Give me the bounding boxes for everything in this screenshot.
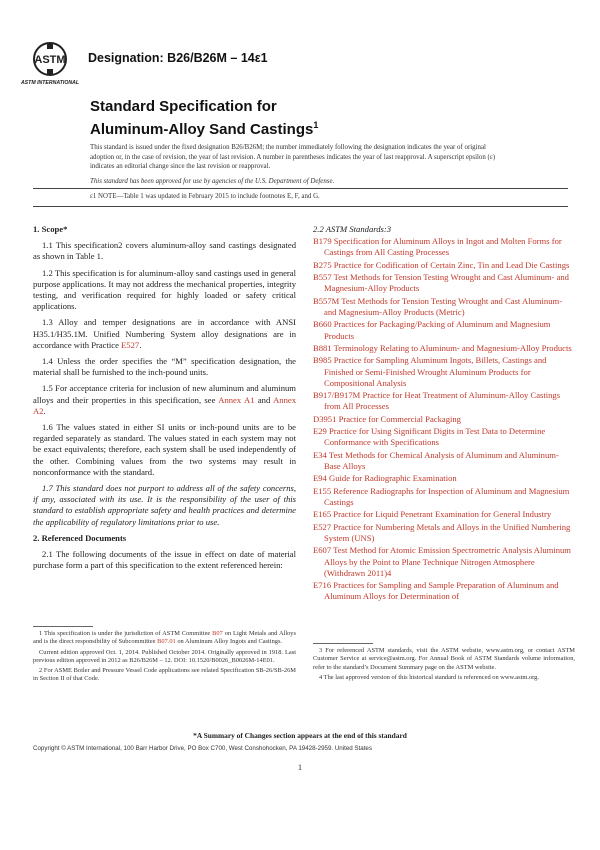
astm-standard-item[interactable] — [313, 355, 575, 389]
footnote-divider-left — [33, 626, 93, 627]
preface-text: This standard is issued under the fixed designation B26/B26M; the number immediately following the designation indicates the year of original adoption or, in the case of revision, the year of last revision. A number in parentheses indicates the year of last reapproval. A superscript epsilon (ε) indicates an editorial change since the last revision or reapproval. — [90, 144, 496, 170]
link-e527[interactable]: E527 — [121, 339, 140, 350]
standard-code-link[interactable]: B881 — [313, 342, 332, 353]
standard-code-link[interactable]: E34 — [313, 449, 327, 460]
standard-title: Guide for Radiographic Examination — [329, 473, 457, 484]
standard-title: Practice for Using Significant Digits in Test Data to Determine Conformance with Specifications — [324, 426, 546, 448]
para-1-6: 1.6 The values stated in either SI units or inch-pound units are to be regarded separately as standard. The values stated in each system may not be exact equivalents; therefore, each system shall be used independently of the other. Combining values from the two systems may result in nonconformance with the standard. — [33, 422, 296, 477]
para-2-1: 2.1 The following documents of the issue in effect on date of material purchase form a part of this specification to the extent referenced herein: — [33, 549, 296, 571]
footnote-4: 4 The last approved version of this historical standard is referenced on www.astm.org. — [319, 673, 539, 681]
svg-text:ASTM: ASTM — [34, 54, 66, 66]
astm-standard-item[interactable] — [313, 522, 575, 544]
standard-title: Reference Radiographs for Inspection of Aluminum and Magnesium Castings — [324, 485, 570, 507]
footnotes-left — [33, 630, 296, 686]
astm-logo — [20, 40, 82, 86]
para-1-4: 1.4 Unless the order specifies the “M” specification designation, the material shall be furnished to the inch-pound units. — [33, 356, 296, 378]
svg-text:ASTM INTERNATIONAL: ASTM INTERNATIONAL — [20, 80, 80, 86]
standard-title: Test Method for Atomic Emission Spectrometric Analysis Aluminum Alloys by the Point to Plane Technique Nitrogen Atmosphere (Withdrawn 2011)4 — [324, 545, 571, 578]
standard-title: Practice for Heat Treatment of Aluminum-Alloy Castings from All Processes — [324, 390, 561, 412]
astm-standard-item[interactable] — [313, 272, 575, 294]
epsilon-note: ε1 NOTE—Table 1 was updated in February 2015 to include footnotes E, F, and G. — [90, 193, 320, 200]
astm-standard-item[interactable] — [313, 236, 575, 258]
astm-standard-item[interactable] — [313, 509, 575, 520]
astm-standard-item[interactable] — [313, 390, 575, 412]
astm-standard-item[interactable] — [313, 414, 575, 425]
standard-code-link[interactable]: E607 — [313, 545, 332, 556]
standard-title: Terminology Relating to Aluminum- and Magnesium-Alloy Products — [333, 342, 572, 353]
astm-standard-item[interactable] — [313, 260, 575, 271]
para-1-7: 1.7 This standard does not purport to address all of the safety concerns, if any, associated with its use. It is the responsibility of the user of this standard to establish appropriate safety and health practices and determine the applicability of regulatory limitations prior to use. — [33, 483, 296, 527]
astm-standard-item[interactable] — [313, 580, 575, 602]
standard-code-link[interactable]: E155 — [313, 485, 332, 496]
footnote-divider-right — [313, 643, 373, 644]
astm-standard-item[interactable] — [313, 319, 575, 341]
footnotes-right — [313, 647, 575, 684]
standard-code-link[interactable]: E29 — [313, 426, 327, 437]
standard-title: Practice for Codification of Certain Zinc, Tin and Lead Die Castings — [333, 259, 570, 270]
preface-divider-bottom — [33, 206, 568, 207]
link-b07-01[interactable]: B07.01 — [157, 638, 176, 646]
astm-standards-heading: 2.2 ASTM Standards:3 — [313, 224, 392, 234]
footnote-1: 1 This specification is under the jurisdiction of ASTM Committee B07 on Light Metals and Alloys and is the direct responsibility of Subcommittee B07.01 on Aluminum Alloy Ingots and Castings. — [33, 630, 296, 646]
left-column — [33, 224, 296, 576]
footnote-2: 2 For ASME Boiler and Pressure Vessel Code applications see related Specification SB-26/SB-26M in Section II of that Code. — [33, 667, 296, 683]
standard-code-link[interactable]: D3951 — [313, 413, 337, 424]
standard-code-link[interactable]: B275 — [313, 259, 332, 270]
link-annex-a1[interactable]: Annex A1 — [218, 394, 255, 405]
right-column — [313, 224, 575, 604]
dod-approval-note: This standard has been approved for use by agencies of the U.S. Department of Defense. — [90, 178, 335, 185]
astm-standard-item[interactable] — [313, 296, 575, 318]
section-scope-heading: 1. Scope* — [33, 224, 68, 234]
link-b07[interactable]: B07 — [212, 630, 223, 637]
copyright-line: Copyright © ASTM International, 100 Barr Harbor Drive, PO Box C700, West Conshohocken, PA 19428-2959. United States — [33, 745, 372, 752]
para-1-1: 1.1 This specification2 covers aluminum-alloy sand castings designated as shown in Table 1. — [33, 240, 296, 262]
standard-code-link[interactable]: B985 — [313, 355, 332, 366]
standard-code-link[interactable]: E716 — [313, 580, 332, 591]
summary-of-changes-note: *A Summary of Changes section appears at the end of this standard — [193, 731, 407, 740]
section-referenced-docs-heading: 2. Referenced Documents — [33, 532, 127, 543]
standard-code-link[interactable]: B557M — [313, 295, 340, 306]
standard-code-link[interactable]: B660 — [313, 319, 332, 330]
astm-standard-item[interactable] — [313, 473, 575, 484]
standard-code-link[interactable]: B917/B917M — [313, 390, 361, 401]
footnote-3: 3 For referenced ASTM standards, visit the ASTM website, www.astm.org, or contact ASTM Customer Service at service@astm.org. For Annual Book of ASTM Standards volume information, refer to the standard’s Document Summary page on the ASTM website. — [313, 647, 575, 671]
para-1-3: 1.3 Alloy and temper designations are in accordance with ANSI H35.1/H35.1M. Unified Numbering System alloy designations are in accordance with Practice E527. — [33, 317, 296, 350]
title-line-1: Standard Specification for — [90, 98, 277, 115]
standard-title: Test Methods for Tension Testing Wrought and Cast Aluminum- and Magnesium-Alloy Products — [324, 272, 569, 294]
astm-standard-item[interactable] — [313, 450, 575, 472]
standard-title: Practice for Sampling Aluminum Ingots, Billets, Castings and Finished or Semi-Finished Wrought Aluminum Products for Compositional Analysis — [324, 355, 547, 388]
standard-code-link[interactable]: E165 — [313, 509, 332, 520]
para-1-5: 1.5 For acceptance criteria for inclusion of new aluminum and aluminum alloys and their properties in this specification, see Annex A1 and Annex A2. — [33, 383, 297, 416]
astm-standard-item[interactable] — [313, 343, 575, 354]
astm-standard-item[interactable] — [313, 545, 575, 579]
document-title — [90, 97, 318, 139]
astm-standard-item[interactable] — [313, 486, 575, 508]
footnote-1-edition: Current edition approved Oct. 1, 2014. Published October 2014. Originally approved in 1918. Last previous edition approved in 2012 as B26/B26M – 12. DOI: 10.1520/B0026_B0026M-14E01. — [33, 648, 296, 664]
astm-standards-list — [313, 236, 575, 602]
para-1-2: 1.2 This specification is for aluminum-alloy sand castings used in general purpose applications. It may not address the mechanical properties, integrity testing, and verification required for highly loaded or safety critical applications. — [33, 267, 296, 312]
standard-title: Practices for Sampling and Sample Preparation of Aluminum and Aluminum Alloys for Determination of — [324, 580, 559, 602]
preface-divider-top — [33, 188, 568, 189]
standard-title: Test Methods for Tension Testing Wrought and Cast Aluminum- and Magnesium-Alloy Products (Metric) — [324, 295, 563, 317]
standard-title: Practices for Packaging/Packing of Aluminum and Magnesium Products — [324, 319, 551, 341]
standard-title: Practice for Commercial Packaging — [338, 413, 461, 424]
standard-code-link[interactable]: E527 — [313, 521, 332, 532]
standard-title: Practice for Numbering Metals and Alloys in the Unified Numbering System (UNS) — [324, 521, 571, 543]
title-line-2: Aluminum-Alloy Sand Castings$^1$ — [90, 120, 319, 138]
page-number: 1 — [297, 762, 303, 772]
standard-title: Practice for Liquid Penetrant Examination for General Industry — [333, 509, 552, 520]
standard-title: Test Methods for Chemical Analysis of Aluminum and Aluminum-Base Alloys — [324, 449, 559, 471]
designation: Designation: B26/B26M – 14ε1 — [88, 51, 268, 65]
link-annex-a2[interactable]: Annex A2 — [33, 394, 297, 416]
standard-code-link[interactable]: B557 — [313, 272, 332, 283]
standard-code-link[interactable]: E94 — [313, 473, 327, 484]
standard-title: Specification for Aluminum Alloys in Ingot and Molten Forms for Castings from All Casting Processes — [324, 236, 562, 258]
standard-code-link[interactable]: B179 — [313, 236, 332, 247]
astm-standard-item[interactable] — [313, 426, 575, 448]
